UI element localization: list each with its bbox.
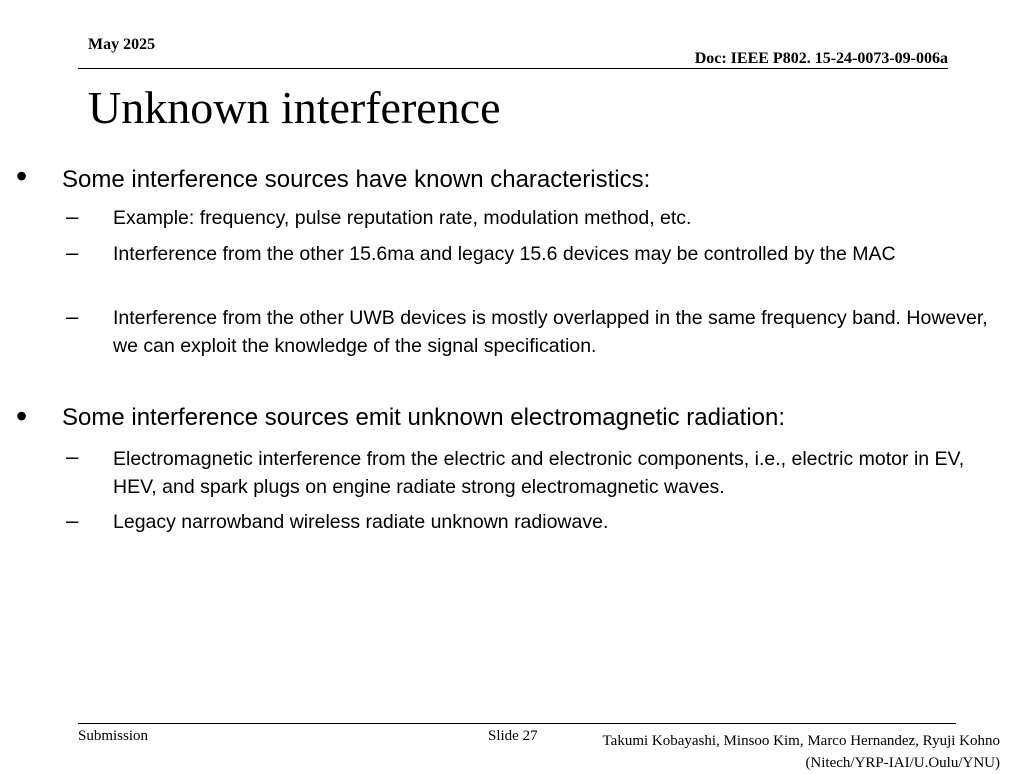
sub-bullet-text: Example: frequency, pulse reputation rate, modulation method, etc. (113, 207, 692, 229)
sub-bullet-marker: – (66, 444, 79, 469)
sub-bullet-marker: – (66, 508, 79, 533)
header-doc-id: Doc: IEEE P802. 15-24-0073-09-006a (694, 50, 948, 67)
footer-divider (78, 723, 956, 724)
sub-bullet-text: Legacy narrowband wireless radiate unknown radiowave. (113, 511, 609, 533)
footer-submission: Submission (78, 728, 149, 744)
bullet-marker: • (16, 398, 28, 434)
sub-bullet-marker: – (66, 204, 79, 229)
footer-authors: Takumi Kobayashi, Minsoo Kim, Marco Hernandez, Ryuji Kohno (Nitech/YRP-IAI/U.Oulu/YNU) (602, 733, 1000, 771)
slide-title: Unknown interference (88, 82, 501, 133)
header-date: May 2025 (88, 36, 156, 53)
footer-slide-number: Slide 27 (488, 728, 538, 744)
sub-bullet-marker: – (66, 240, 79, 265)
sub-bullet-text: Interference from the other 15.6ma and legacy 15.6 devices may be controlled by the MAC (113, 243, 896, 265)
sub-bullet-text: Interference from the other UWB devices is mostly overlapped in the same frequency band. However, we can exploit the knowledge of the signal specification. (113, 307, 988, 357)
sub-bullet-text: Electromagnetic interference from the electric and electronic components, i.e., electric motor in EV, HEV, and spark plugs on engine radiate strong electromagnetic waves. (113, 448, 965, 498)
bullet-marker: • (16, 158, 28, 194)
sub-bullet-marker: – (66, 304, 79, 329)
bullet-text: Some interference sources have known characteristics: (62, 166, 651, 193)
bullet-text: Some interference sources emit unknown electromagnetic radiation: (62, 404, 786, 431)
